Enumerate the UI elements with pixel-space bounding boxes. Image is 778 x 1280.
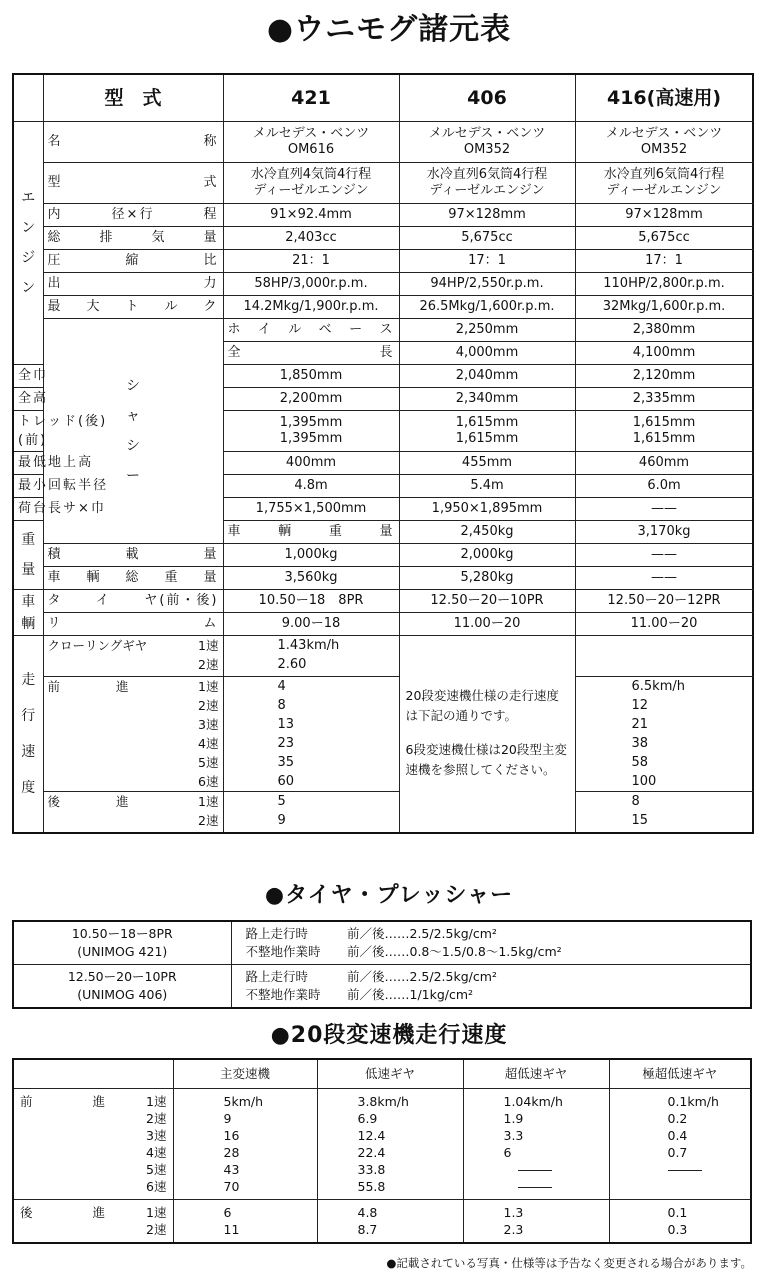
speed20-title: ●20段変速機走行速度	[270, 1023, 508, 1048]
row-tire: 車 輌 タ イ ヤ(前・後) 10.50ー18 8PR 12.50ー20ー10PR 12.50ー20ー12PR	[13, 590, 753, 613]
dash-mark	[518, 1187, 552, 1188]
row-reverse: 後 進 1速 2速 5 9 8 15	[13, 792, 753, 834]
speed20-header: 主変速機 低速ギヤ 超低速ギヤ 極超低速ギヤ	[13, 1059, 751, 1089]
row-tread: ト レ ッ ド(後) (前) 1,395mm 1,395mm 1,615mm 1,615mm 1,615mm 1,615mm	[13, 411, 753, 452]
spec-title: ●ウニモグ諸元表	[266, 12, 512, 47]
row-compression: 圧 縮 比 21：1 17：1 17：1	[13, 250, 753, 273]
pressure-table	[12, 920, 752, 1009]
row-displacement: 総 排 気 量 2,403cc 5,675cc 5,675cc	[13, 227, 753, 250]
row-wheelbase: シ ャ シ ー ホ イ ル ベ ー ス 2,250mm 2,380mm	[13, 319, 753, 342]
note-406: 20段変速機仕様の走行速度は下記の通りです。 6段変速機仕様は20段型主変速機を参照してください。	[399, 636, 575, 834]
row-engine-type: 型 式 水冷直列4気筒4行程 ディーゼルエンジン 水冷直列6気筒4行程 ディーゼルエンジン 水冷直列6気筒4行程 ディーゼルエンジン	[13, 163, 753, 204]
col-421: 421	[223, 74, 399, 122]
spec-header-row	[13, 74, 753, 122]
spec-table	[12, 73, 754, 834]
group-speed: 走 行 速 度	[13, 636, 43, 834]
pressure-row-421: 10.50ー18ー8PR (UNIMOG 421) 路上走行時 不整地作業時 前／後……2.5/2.5kg/cm² 前／後……0.8〜1.5/0.8〜1.5kg/cm²	[13, 921, 751, 965]
row-rim: リ ム 9.00ー18 11.00ー20 11.00ー20	[13, 613, 753, 636]
pressure-row-406: 12.50ー20ー10PR (UNIMOG 406) 路上走行時 不整地作業時 前／後……2.5/2.5kg/cm² 前／後……1/1kg/cm²	[13, 965, 751, 1009]
row-length: 全 長 4,000mm 4,100mm	[13, 342, 753, 365]
row-crawl: 走 行 速 度 クローリングギヤ 1速 2速 1.43km/h 2.60 20段変速機仕様の走行速度は下記の通りです。 6段変速機仕様は20段型主変速機を参照してください。	[13, 636, 753, 677]
footnote: ●記載されている写真・仕様等は予告なく変更される場合があります。	[386, 1256, 752, 1270]
row-torque: 最 大 ト ル ク 14.2Mkg/1,900r.p.m. 26.5Mkg/1,600r.p.m. 32Mkg/1,600r.p.m.	[13, 296, 753, 319]
row-bore: 内 径×行 程 91×92.4mm 97×128mm 97×128mm	[13, 204, 753, 227]
group-weight: 重 量	[13, 521, 43, 590]
col-416: 416(高速用)	[575, 74, 753, 122]
row-gross-weight: 車 輌 総 重 量 3,560kg 5,280kg ——	[13, 567, 753, 590]
row-width: 全 巾 1,850mm 2,040mm 2,120mm	[13, 365, 753, 388]
group-vehicle: 車 輌	[13, 590, 43, 636]
speed20-table	[12, 1058, 752, 1244]
row-bed-size: 荷 台 長 サ×巾 1,755×1,500mm 1,950×1,895mm ——	[13, 498, 753, 521]
row-turning-radius: 最 小 回 転 半 径 4.8m 5.4m 6.0m	[13, 475, 753, 498]
row-load: 積 載 量 1,000kg 2,000kg ——	[13, 544, 753, 567]
group-chassis: シ ャ シ ー	[43, 319, 223, 544]
dash-mark	[518, 1170, 552, 1171]
pressure-title: ●タイヤ・プレッシャー	[264, 883, 514, 908]
row-height: 全 高 2,200mm 2,340mm 2,335mm	[13, 388, 753, 411]
dash-mark	[668, 1170, 702, 1171]
col-406: 406	[399, 74, 575, 122]
row-engine-name: エ ン ジ ン 名 称 メルセデス・ベンツ OM616 メルセデス・ベンツ OM352 メルセデス・ベンツ OM352	[13, 122, 753, 163]
model-label: 型 式	[43, 74, 223, 122]
group-engine: エ ン ジ ン	[13, 122, 43, 365]
speed20-reverse: 後 進 1速 2速 6 11 4.8 8.7 1.3 2.3 0.1 0.3	[13, 1200, 751, 1244]
speed20-forward: 前 進 1速 2速 3速 4速 5速 6速 5km/h 9 16 28 43 70 3.8km/h 6.9 12.4 22.4 33.8 55.8 1.04km/h 1.9 3.3 6 0.1km/h 0.2 0.4 0.7	[13, 1089, 751, 1200]
row-ground-clearance: 最 低 地 上 高 400mm 455mm 460mm	[13, 452, 753, 475]
row-forward: 前 進 1速 2速 3速 4速 5速 6速 4 8 13 23 35 60 6.5km/h 12 21 38 58 100	[13, 677, 753, 792]
row-power: 出 力 58HP/3,000r.p.m. 94HP/2,550r.p.m. 110HP/2,800r.p.m.	[13, 273, 753, 296]
row-vehicle-weight: 重 量 車 輌 重 量 2,450kg 3,170kg	[13, 521, 753, 544]
